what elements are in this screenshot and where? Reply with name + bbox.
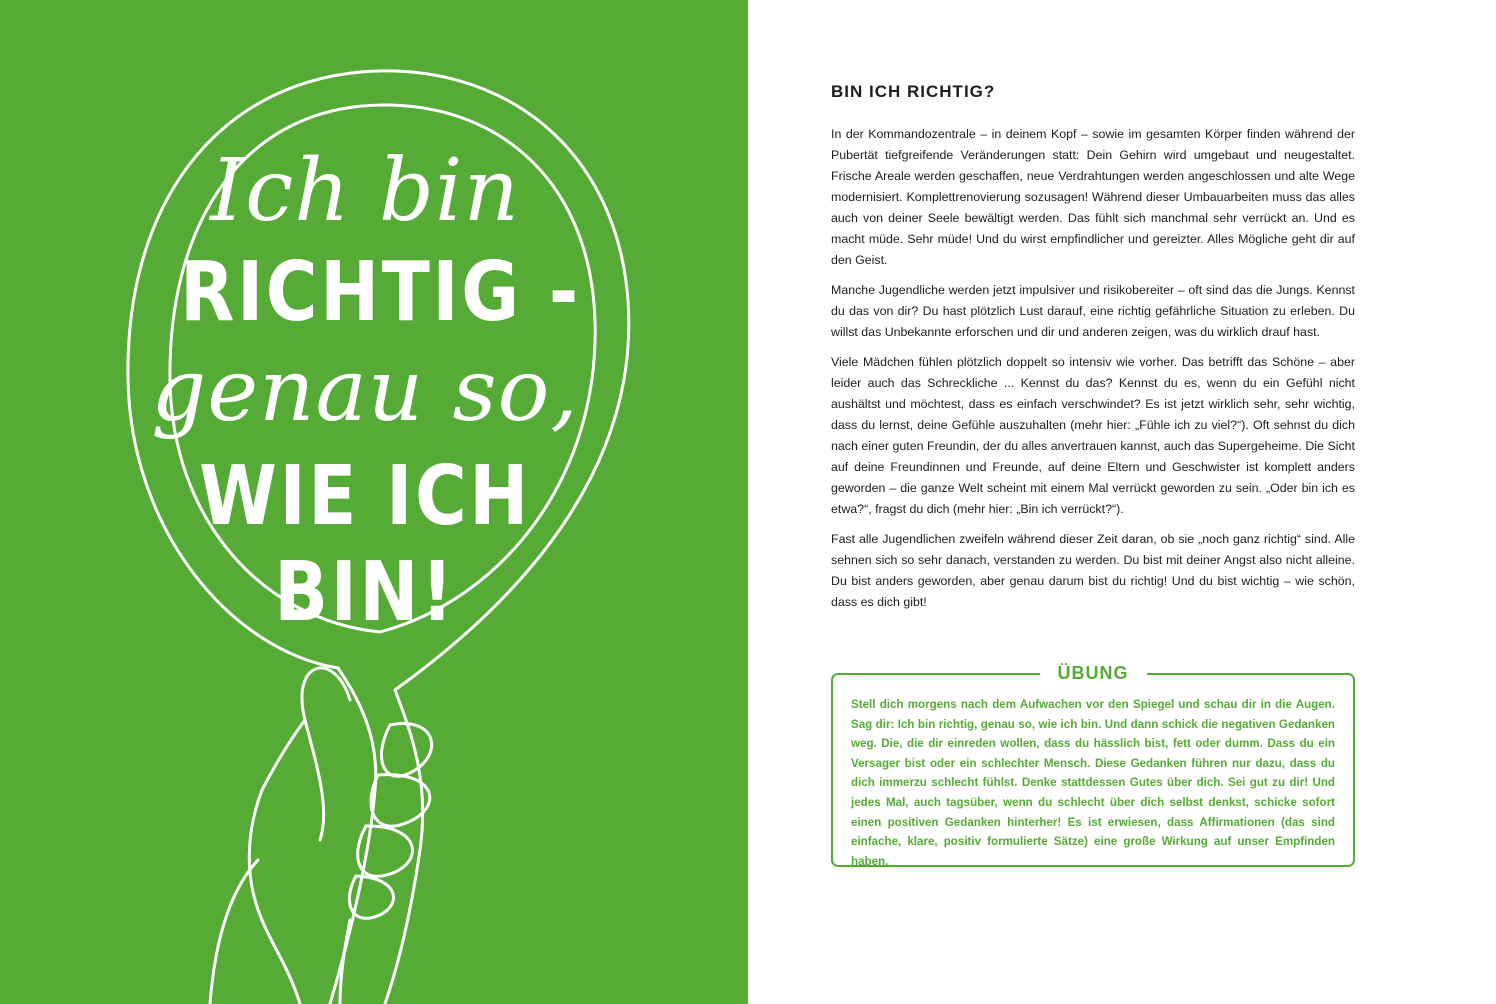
hand-lettering <box>150 141 581 648</box>
text-page <box>748 0 1496 1004</box>
paragraph: In der Kommandozentrale – in deinem Kopf – sowie im gesamten Körper finden während der Pubertät tiefgreifende Veränderungen statt: Dein Gehirn wird umgebaut und neugestaltet. Frische Areale werden geschaffen, neue Verdrahtungen werden angeschlossen und alte Wege modernisiert. Komplettrenovierung sozusagen! Während dieser Umbauarbeiten muss das alles auch von deiner Seele bewältigt werden. Das fühlt sich manchmal sehr verrückt an. Und es macht müde. Sehr müde! Und du wirst empfindlicher und gereizter. Alles Mögliche geht dir auf den Geist. <box>831 127 1355 267</box>
paragraph: Manche Jugendliche werden jetzt impulsiver und risikobereiter – oft sind das die Jungs. Kennst du das von dir? Du hast plötzlich Lust darauf, eine richtig gefährliche Situation zu erleben. Du willst das Unbekannte erforschen und dir und anderen zeigen, was du wirklich drauf hast. <box>831 283 1355 339</box>
lettering-line-5: BIN! <box>274 545 456 640</box>
mirror-handle <box>330 668 376 1004</box>
section-heading: BIN ICH RICHTIG? <box>831 82 996 101</box>
lettering-line-3: genau so, <box>151 341 579 441</box>
body-text <box>831 124 1355 622</box>
paragraph: Viele Mädchen fühlen plötzlich doppelt so intensiv wie vorher. Das betrifft das Schöne – aber leider auch das Schreckliche ... Kennst du das? Kennst du es, wenn du ein Gefühl nicht aushältst und möchtest, dass es einfach verschwindet? Es ist jetzt wirklich sehr, sehr wichtig, dass du lernst, deine Gefühle auszuhalten (mehr hier: „Fühle ich zu viel?“). Oft sehnst du dich nach einer guten Freundin, der du alles anvertrauen kannst, auch das Supergeheime. Die Sicht auf deine Freundinnen und Freunde, auf deine Eltern und Geschwister ist komplett anders geworden – die ganze Welt scheint mit einem Mal verrückt geworden zu sein. „Oder bin ich es etwa?“, fragst du dich (mehr hier: „Bin ich verrückt?“). <box>831 355 1355 516</box>
paragraph: Fast alle Jugendlichen zweifeln während dieser Zeit daran, ob sie „noch ganz richtig“ sind. Alle sehnen sich so sehr danach, verstanden zu werden. Du bist mit deiner Angst also nicht alleine. Du bist anders geworden, aber genau darum bist du richtig! Und du bist wichtig – wie schön, dass es dich gibt! <box>831 532 1355 609</box>
exercise-box <box>831 663 1355 868</box>
hand-palm <box>249 790 300 1004</box>
lettering-line-2: RICHTIG - <box>180 245 581 340</box>
exercise-title: ÜBUNG <box>1040 663 1147 683</box>
hand-finger-1 <box>381 724 431 777</box>
exercise-text: Stell dich morgens nach dem Aufwachen vor den Spiegel und schau dir in die Augen. Sag dir: Ich bin richtig, genau so, wie ich bin. Und dann schick die negativen Gedanken weg. Die, die dir einreden wollen, dass du hässlich bist, fett oder dumm. Dass du ein Versager bist oder ein schlechter Mensch. Diese Gedanken führen nur dazu, dass du dich immerzu schlecht fühlst. Denke stattdessen Gutes über dich. Sei gut zu dir! Und jedes Mal, auch tagsüber, wenn du schlecht über dich selbst denkst, schicke sofort einen positiven Gedanken hinterher! Es ist erwiesen, dass Affirmationen (das sind einfache, klare, positiv formulierte Sätze) eine große Wirkung auf unser Empfinden haben. <box>851 698 1335 868</box>
lettering-line-1: Ich bin <box>210 141 520 241</box>
lettering-line-4: WIE ICH <box>199 449 531 544</box>
exercise-title-wrap <box>833 663 1353 684</box>
hand-thumb <box>302 668 350 840</box>
